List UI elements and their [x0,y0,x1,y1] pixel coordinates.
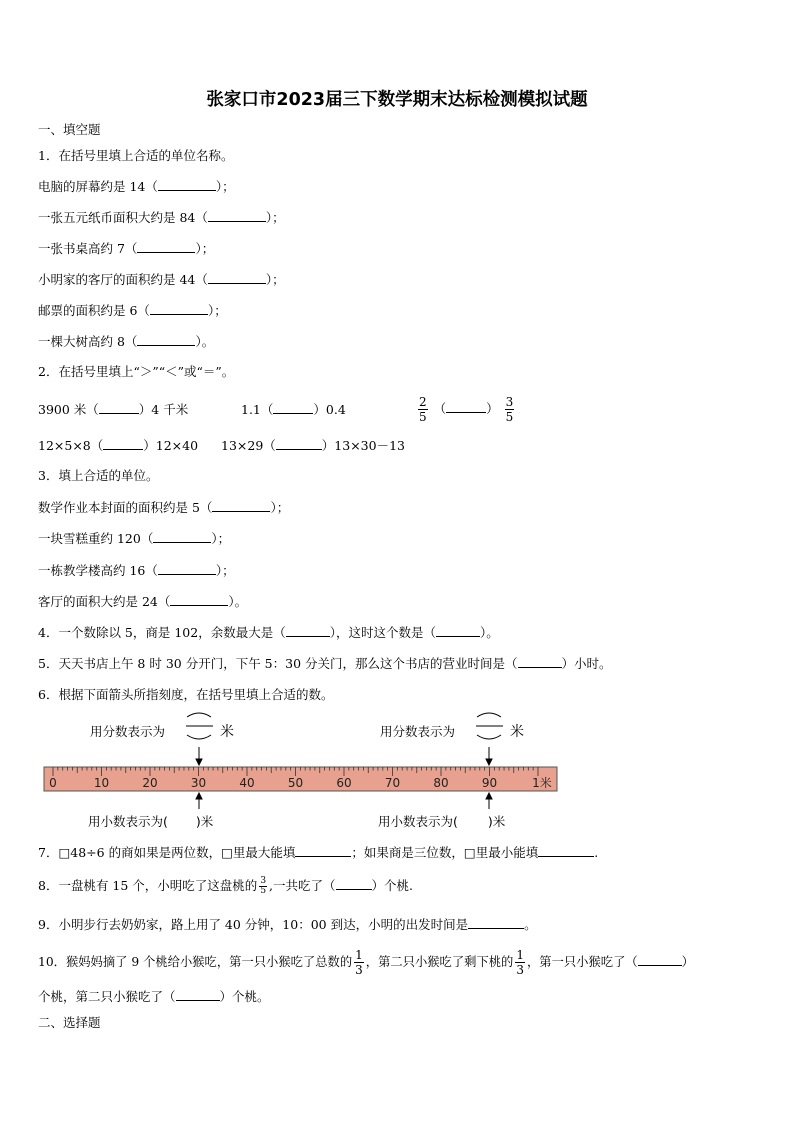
answer-blank[interactable] [518,655,562,668]
section-heading-choice: 二、选择题 [38,1015,101,1030]
q1-stem: 1．在括号里填上合适的单位名称。 [38,148,234,163]
answer-blank[interactable] [150,302,208,315]
ruler-label: 70 [384,776,401,790]
q3-item: 一块雪糕重约 120（ ）； [38,531,231,546]
fraction: $\frac{3}{5}$ [260,876,267,896]
answer-blank[interactable] [208,209,266,222]
answer-blank[interactable] [153,530,211,543]
q4: 4．一个数除以 5，商是 102，余数最大是（ ），这时这个数是（ ）。 [38,625,499,640]
ruler-label: 50 [287,776,304,790]
fraction: $\frac{1}{3}$ [516,948,524,977]
answer-blank[interactable] [276,437,322,450]
answer-blank[interactable] [103,437,143,450]
decimal-label-left: 用小数表示为( )米 [88,814,214,829]
answer-blank[interactable] [158,562,216,575]
fraction: $\frac{2}{5}$ [419,395,427,424]
section-heading-fill: 一、填空题 [38,122,101,137]
answer-blank[interactable] [176,988,220,1001]
q10-line1: 10．猴妈妈摘了 9 个桃给小猴吃，第一只小猴吃了总数的 $\frac{1}{3}$ ，第二只小猴吃了剩下桃的 $\frac{1}{3}$ ，第一只小猴吃了（ ） [38,948,694,977]
answer-blank[interactable] [295,844,351,857]
fraction-blank-right[interactable] [476,713,503,739]
q8: 8．一盘桃有 15 个，小明吃了这盘桃的 $\frac{3}{5}$ ,一共吃了（ ）个桃. [38,876,414,896]
fraction-label-right: 用分数表示为 [380,724,456,739]
answer-blank[interactable] [436,624,480,637]
ruler-label: 1米 [532,776,552,790]
answer-blank[interactable] [212,499,270,512]
unit-mi-left: 米 [220,724,234,740]
q1-item: 电脑的屏幕约是 14（ ）； [38,179,235,194]
answer-blank[interactable] [538,844,594,857]
q3-stem: 3．填上合适的单位。 [38,468,159,483]
q1-item: 小明家的客厅的面积约是 44（ ）； [38,272,285,287]
q6-stem: 6．根据下面箭头所指刻度，在括号里填上合适的数。 [38,687,334,702]
fraction-label-left: 用分数表示为 [90,724,166,739]
decimal-label-right: 用小数表示为( )米 [378,814,506,829]
q3-item: 客厅的面积大约是 24（ ）。 [38,594,248,609]
q1-item: 一张五元纸币面积大约是 84（ ）； [38,210,285,225]
ruler-label: 20 [142,776,158,790]
arrow-down-icon [486,747,492,765]
ruler-label: 0 [49,776,57,790]
arrow-up-icon [196,793,202,809]
ruler-label: 30 [190,776,207,790]
q5: 5．天天书店上午 8 时 30 分开门，下午 5：30 分关门，那么这个书店的营业时间是（ ）小时。 [38,656,612,671]
q1-item: 邮票的面积约是 6（ ）； [38,303,227,318]
q2-item-b: 1.1（ ）0.4 [241,402,346,417]
page-title: 张家口市2023届三下数学期末达标检测模拟试题 [206,90,588,110]
q7: 7．□48÷6 的商如果是两位数，□里最大能填 ；如果商是三位数，□里最小能填 . [38,845,599,860]
q1-item: 一棵大树高约 8（ ）。 [38,334,215,349]
ruler-label: 10 [93,776,110,790]
answer-blank[interactable] [273,401,313,414]
answer-blank[interactable] [336,877,372,890]
q2-stem: 2．在括号里填上“＞”“＜”或“＝”。 [38,364,235,379]
answer-blank[interactable] [137,240,195,253]
answer-blank[interactable] [468,916,524,929]
answer-blank[interactable] [446,400,486,413]
ruler-figure [0,705,794,815]
answer-blank[interactable] [638,953,682,966]
q1-item: 一张书桌高约 7（ ）； [38,241,215,256]
q3-item: 一栋教学楼高约 16（ ）； [38,563,235,578]
answer-blank[interactable] [208,271,266,284]
q10-line2: 个桃，第二只小猴吃了（ ）个桃。 [38,989,270,1004]
q3-item: 数学作业本封面的面积约是 5（ ）； [38,500,290,515]
arrow-down-icon [196,747,202,765]
ruler-label: 90 [481,776,498,790]
fraction: $\frac{1}{3}$ [355,948,363,977]
q2-item-a: 3900 米（ ）4 千米 [38,402,189,417]
ruler-label: 80 [433,776,449,790]
answer-blank[interactable] [286,624,330,637]
q2-item-e: 13×29（ ）13×30－13 [221,438,405,453]
answer-blank[interactable] [158,178,216,191]
fraction: $\frac{3}{5}$ [505,395,514,424]
q2-item-c: $\frac{2}{5}$ （ ） $\frac{3}{5}$ [419,395,514,424]
answer-blank[interactable] [99,401,139,414]
fraction-blank-left[interactable] [186,713,213,739]
q2-item-d: 12×5×8（ ）12×40 [38,438,199,453]
q9: 9．小明步行去奶奶家，路上用了 40 分钟，10：00 到达，小明的出发时间是 。 [38,917,537,932]
arrow-up-icon [486,793,492,809]
unit-mi-right: 米 [510,724,524,740]
answer-blank[interactable] [170,593,228,606]
ruler-label: 40 [239,776,255,790]
ruler-label: 60 [336,776,352,790]
answer-blank[interactable] [137,333,195,346]
